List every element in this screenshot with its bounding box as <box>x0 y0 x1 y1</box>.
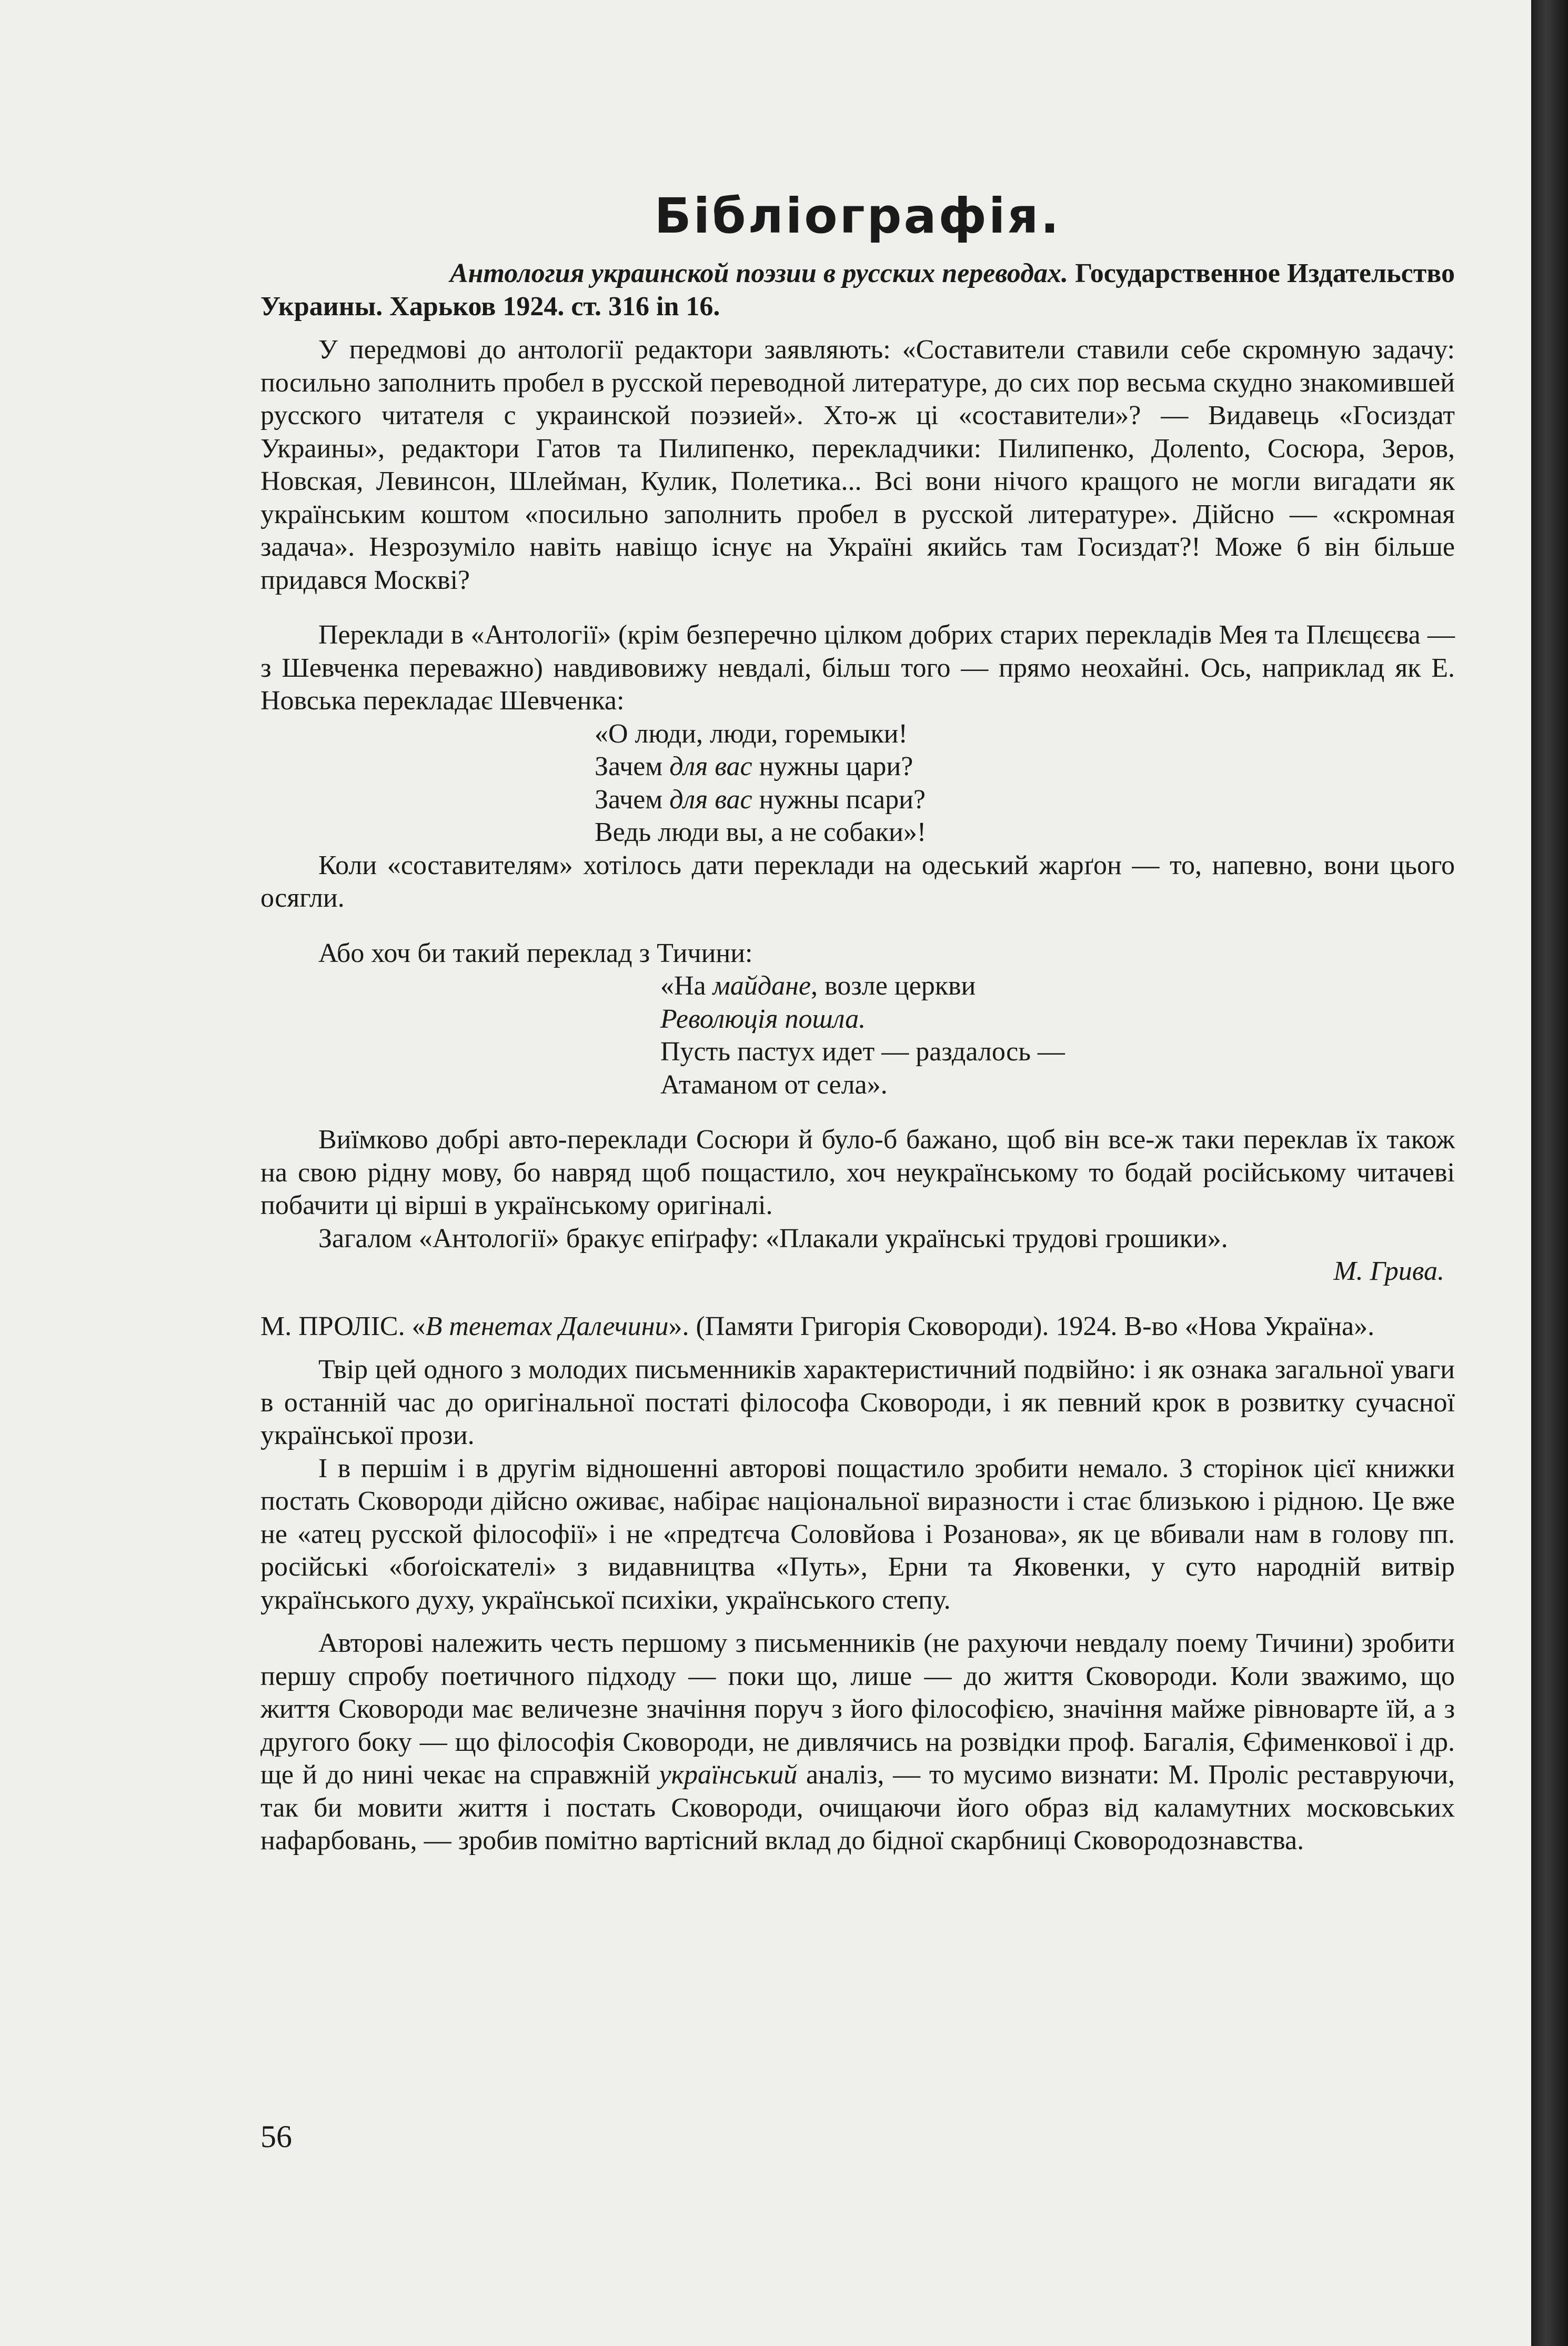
poem-tychyna <box>260 970 1455 1101</box>
poem-line: Зачем для вас нужны псари? <box>595 784 926 815</box>
review1-paragraph-1: У передмові до антології редактори заявляють: «Составители ставили себе скромную задачу: посильно заполнить пробел в русской переводной литературе, до сих пор весьма скудно знакомившей русского читателя с украинской поэзией». Хто-ж ці «составители»? — Видавець «Госиздат Украины», редактори Гатов та Пилипенко, перекладчики: Пилипенко, Долento, Сосюра, Зеров, Новская, Левинсон, Шлейман, Кулик, Полетика... Всі вони нічого кращого не могли вигадати як українським коштом «посильно заполнить пробел в русской литературе». Дійсно — «скромная задача». Незрозуміло навіть навіщо існує на Україні якийсь там Госиздат?! Може б він більше придався Москві? <box>260 335 1455 595</box>
page-title: Бібліографія. <box>654 188 1061 244</box>
poem-line: Ведь люди вы, а не собаки»! <box>595 817 927 848</box>
poem-line: «О люди, люди, горемыки! <box>595 718 908 749</box>
poem-line: Пусть пастух идет — раздалось — <box>660 1037 1065 1067</box>
poem-line: Революція пошла. <box>660 1004 866 1034</box>
review1-paragraph-2: Переклади в «Антології» (крім безперечно цілком добрих старих перекладів Мея та Плєщєєва — з Шевченка переважно) навдивовижу невдалі, більш того — прямо неохайні. Ось, наприклад як Е. Новська перекладає Шевченка: <box>260 620 1455 716</box>
review1-heading <box>260 257 1455 323</box>
page-edge-shadow <box>1531 0 1568 2346</box>
review1-paragraph-6: Загалом «Антології» бракує епіґрафу: «Плакали українські трудові грошики». <box>318 1223 1228 1254</box>
review1-signature: М. Грива. <box>1333 1256 1444 1287</box>
review2-paragraph-1: Твір цей одного з молодих письменників характеристичний подвійно: і як ознака загальної уваги в останній час до оригінальної постаті філософа Сковороди, і як певний крок в розвитку сучасної української прози. <box>260 1355 1455 1451</box>
review1-paragraph-5: Виїмково добрі авто-переклади Сосюри й було-б бажано, щоб він все-ж таки переклав їх також на свою рідну мову, бо навряд щоб пощастило, хоч неукраїнському то бодай російському читачеві побачити ці вірші в українському оригіналі. <box>260 1125 1455 1221</box>
review1-book-details: Государственное Издательство Украины. Харьков 1924. ст. 316 in 16. <box>260 258 1455 322</box>
review2-paragraph-2: І в першім і в другім відношенні авторові пощастило зробити немало. З сторінок цієї книжки постать Сковороди дійсно оживає, набірає національної виразности і стає близькою і рідною. Це вже не «атец русской філософії» і не «предтєча Соловйова і Розанова», як це вбивали нам в голову пп. російські «боґоіскателі» з видавництва «Путь», Ерни та Яковенки, у суто народній витвір українського духу, української психіки, українського степу. <box>260 1453 1455 1615</box>
review1-paragraph-4: Або хоч би такий переклад з Тичини: <box>318 938 753 968</box>
review2-heading: М. ПРОЛІС. «В тенетах Далечини». (Памяти Григорія Сковороди). 1924. В-во «Нова Україна». <box>260 1311 1375 1341</box>
poem-shevchenko <box>260 718 1455 849</box>
review1-paragraph-3: Коли «составителям» хотілось дати переклади на одеський жарґон — то, напевно, вони цього осягли. <box>260 850 1455 914</box>
review2-paragraph-3: Авторові належить честь першому з письменників (не рахуючи невдалу поему Тичини) зробити першу спробу поетичного підходу — поки що, лише — до життя Сковороди. Коли зважимо, що життя Сковороди має величезне значіння поруч з його філософією, значіння майже рівноварте їй, а з другого боку — що філософія Сковороди, не дивлячись на розвідки проф. Багалія, Єфименкової і др. ще й до нині чекає на справжній український аналіз, — то мусимо визнати: М. Проліс реставруючи, так би мовити життя і постать Сковороди, очищаючи його образ від каламутних московських нафарбовань, — зробив помітно вартісний вклад до бідної скарбниці Сковородознавства. <box>260 1628 1455 1856</box>
poem-line: Зачем для вас нужны цари? <box>595 751 913 782</box>
page-number: 56 <box>260 2119 292 2154</box>
poem-line: «На майдане, возле церкви <box>660 971 976 1001</box>
page-content <box>260 189 1455 1858</box>
poem-line: Атаманом от села». <box>660 1069 888 1100</box>
review1-book-title: Антология украинской поэзии в русских переводах. <box>450 258 1069 289</box>
